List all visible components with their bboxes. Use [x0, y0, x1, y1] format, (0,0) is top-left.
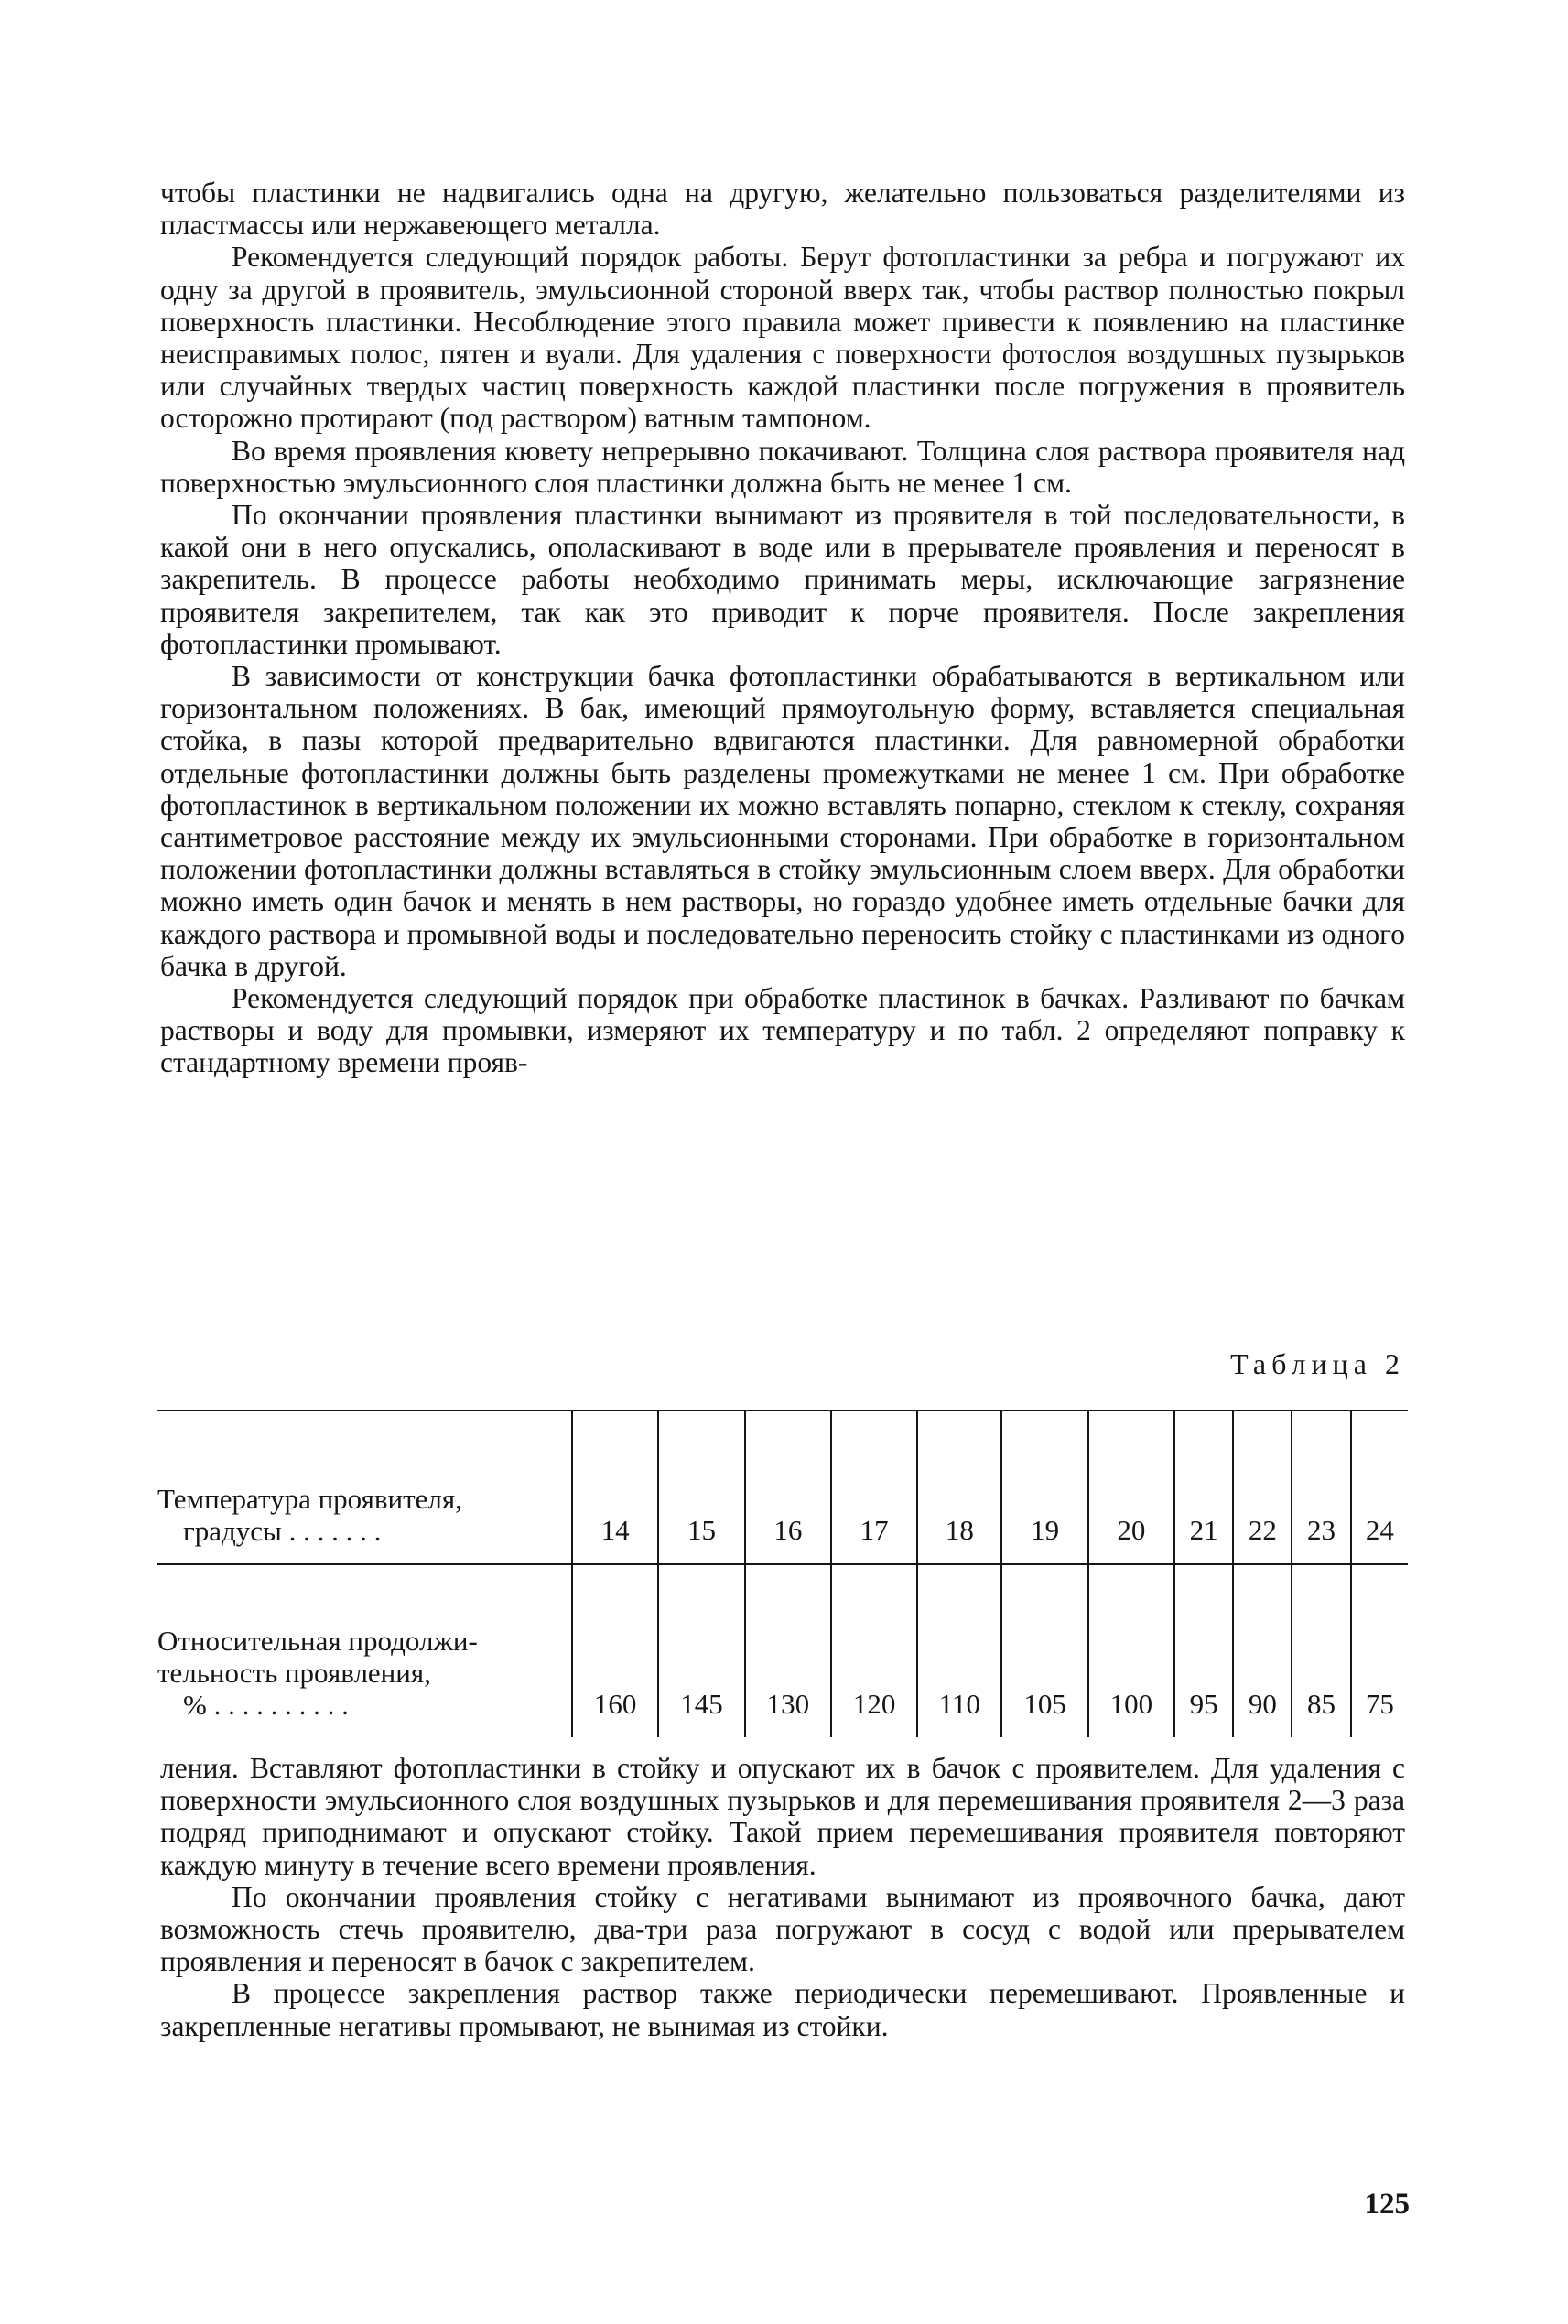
row-label-duration: Относительная продолжи- тельность проявления, % . . . . . . . . . .	[157, 1564, 572, 1737]
table-cell: 110	[917, 1564, 1001, 1737]
paragraph: ления. Вставляют фотопластинки в стойку и опускают их в бачок с проявителем. Для удаления с поверхности эмульсионного слоя воздушных пузырьков и для перемешивания проявителя 2—3 раза подряд приподнимают и опускают стойку. Такой прием перемешивания проявителя повторяют каждую минуту в течение всего времени проявления.	[160, 1752, 1405, 1881]
development-table	[157, 1410, 1408, 1737]
table-caption: Таблица 2	[1230, 1347, 1405, 1380]
row-label-temperature: Температура проявителя, градусы . . . . . . .	[157, 1411, 572, 1564]
table-cell: 20	[1088, 1411, 1174, 1564]
paragraph: Во время проявления кювету непрерывно покачивают. Толщина слоя раствора проявителя над поверхностью эмульсионного слоя пластинки должна быть не менее 1 см.	[160, 434, 1405, 499]
table-cell: 24	[1351, 1411, 1408, 1564]
table-cell: 90	[1233, 1564, 1292, 1737]
table-cell: 145	[658, 1564, 744, 1737]
text-block-bottom	[160, 1752, 1405, 2042]
paragraph: В зависимости от конструкции бачка фотопластинки обрабатываются в вертикальном или горизонтальном положениях. В бак, имеющий прямоугольную форму, вставляется специальная стойка, в пазы которой предварительно вдвигаются пластинки. Для равномерной обработки отдельные фотопластинки должны быть разделены промежутками не менее 1 см. При обработке фотопластинок в вертикальном положении их можно вставлять попарно, стеклом к стеклу, сохраняя сантиметровое расстояние между их эмульсионными сторонами. При обработке в горизонтальном положении фотопластинки должны вставляться в стойку эмульсионным слоем вверх. Для обработки можно иметь один бачок и менять в нем растворы, но гораздо удобнее иметь отдельные бачки для каждого раствора и промывной воды и последовательно переносить стойку с пластинками из одного бачка в другой.	[160, 660, 1405, 982]
paragraph: Рекомендуется следующий порядок работы. Берут фотопластинки за ребра и погружают их одну за другой в проявитель, эмульсионной стороной вверх так, чтобы раствор полностью покрыл поверхность пластинки. Несоблюдение этого правила может привести к появлению на пластинке неисправимых полос, пятен и вуали. Для удаления с поверхности фотослоя воздушных пузырьков или случайных твердых частиц поверхность каждой пластинки после погружения в проявитель осторожно протирают (под раствором) ватным тампоном.	[160, 241, 1405, 435]
table-cell: 17	[831, 1411, 917, 1564]
table-cell: 160	[572, 1564, 658, 1737]
table-cell: 19	[1001, 1411, 1087, 1564]
table-cell: 18	[917, 1411, 1001, 1564]
paragraph: чтобы пластинки не надвигались одна на другую, желательно пользоваться разделителями из пластмассы или нержавеющего металла.	[160, 177, 1405, 242]
page-number: 125	[1364, 2188, 1410, 2221]
table-cell: 21	[1174, 1411, 1233, 1564]
table-cell: 95	[1174, 1564, 1233, 1737]
paragraph: Рекомендуется следующий порядок при обработке пластинок в бачках. Разливают по бачкам растворы и воду для промывки, измеряют их температуру и по табл. 2 определяют поправку к стандартному времени прояв-	[160, 982, 1405, 1079]
text-block-top	[160, 177, 1405, 1079]
table-cell: 100	[1088, 1564, 1174, 1737]
paragraph: По окончании проявления стойку с негативами вынимают из проявочного бачка, дают возможность стечь проявителю, два-три раза погружают в сосуд с водой или прерывателем проявления и переносят в бачок с закрепителем.	[160, 1880, 1405, 1978]
table-cell: 105	[1001, 1564, 1087, 1737]
table-cell: 14	[572, 1411, 658, 1564]
paragraph: По окончании проявления пластинки вынимают из проявителя в той последовательности, в какой они в него опускались, ополаскивают в воде или в прерывателе проявления и переносят в закрепитель. В процессе работы необходимо принимать меры, исключающие загрязнение проявителя закрепителем, так как это приводит к порче проявителя. После закрепления фотопластинки промывают.	[160, 499, 1405, 660]
table-cell: 23	[1292, 1411, 1350, 1564]
paragraph: В процессе закрепления раствор также периодически перемешивают. Проявленные и закрепленные негативы промывают, не вынимая из стойки.	[160, 1977, 1405, 2042]
table-cell: 16	[745, 1411, 831, 1564]
table-cell: 130	[745, 1564, 831, 1737]
table-cell: 22	[1233, 1411, 1292, 1564]
table-cell: 15	[658, 1411, 744, 1564]
table-cell: 120	[831, 1564, 917, 1737]
table-cell: 75	[1351, 1564, 1408, 1737]
table-row-temperature	[157, 1411, 1408, 1564]
table-cell: 85	[1292, 1564, 1350, 1737]
table-row-duration	[157, 1564, 1408, 1737]
